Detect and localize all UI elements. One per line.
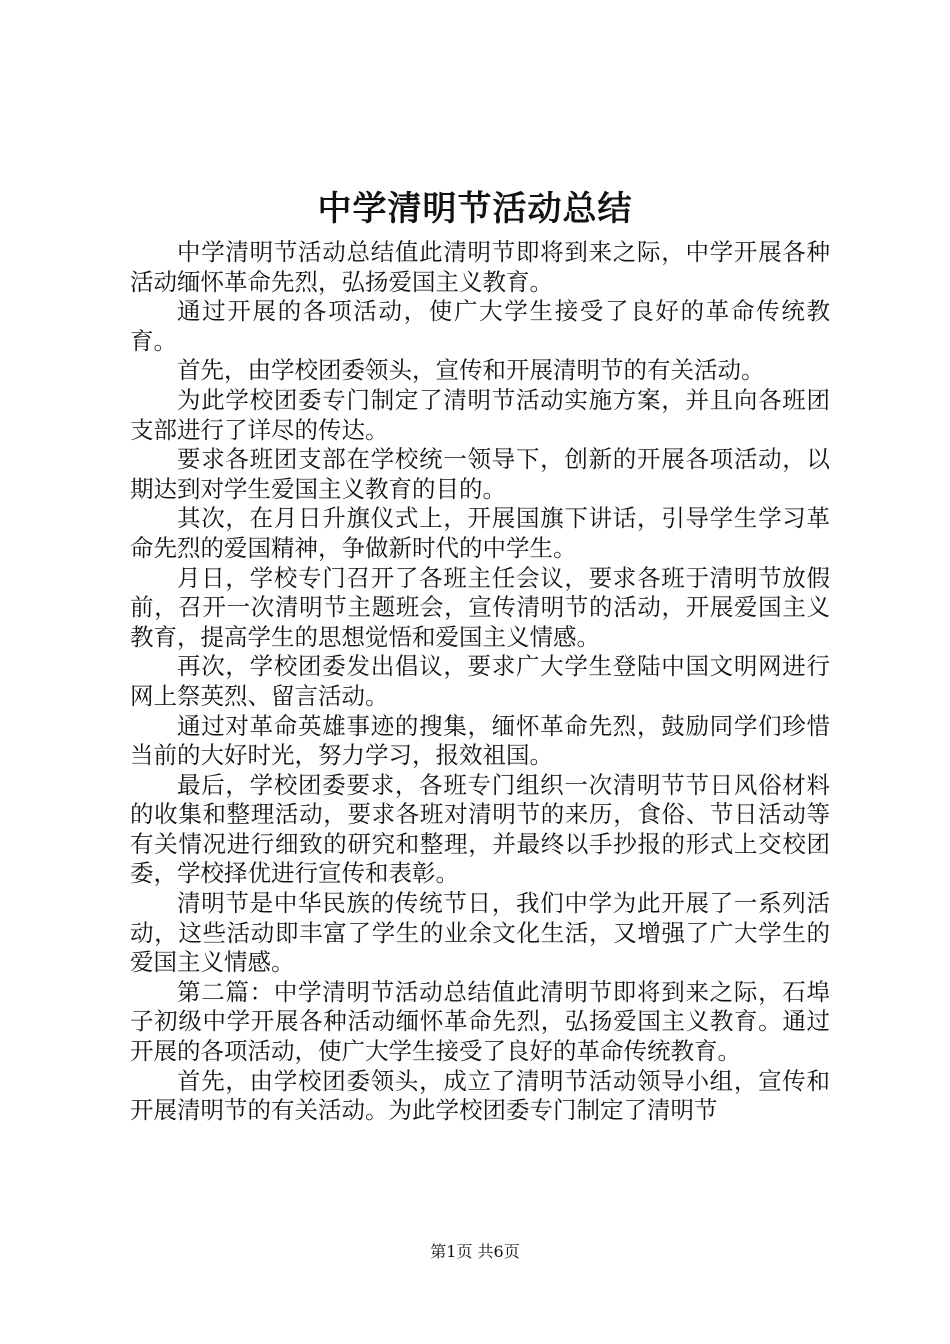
paragraph: 为此学校团委专门制定了清明节活动实施方案，并且向各班团支部进行了详尽的传达。 xyxy=(130,385,830,444)
paragraph: 通过对革命英雄事迹的搜集，缅怀革命先烈，鼓励同学们珍惜当前的大好时光，努力学习，报效祖国。 xyxy=(130,711,830,770)
paragraph: 最后，学校团委要求，各班专门组织一次清明节节日风俗材料的收集和整理活动，要求各班对清明节的来历，食俗、节日活动等有关情况进行细致的研究和整理，并最终以手抄报的形式上交校团委，学校择优进行宣传和表彰。 xyxy=(130,770,830,888)
paragraph: 首先，由学校团委领头，成立了清明节活动领导小组，宣传和开展清明节的有关活动。为此学校团委专门制定了清明节 xyxy=(130,1066,830,1125)
document-body xyxy=(130,238,830,1126)
paragraph: 要求各班团支部在学校统一领导下，创新的开展各项活动，以期达到对学生爱国主义教育的目的。 xyxy=(130,445,830,503)
paragraph: 中学清明节活动总结值此清明节即将到来之际，中学开展各种活动缅怀革命先烈，弘扬爱国主义教育。 xyxy=(130,238,830,296)
paragraph: 清明节是中华民族的传统节日，我们中学为此开展了一系列活动，这些活动即丰富了学生的业余文化生活，又增强了广大学生的爱国主义情感。 xyxy=(130,889,830,977)
paragraph: 首先，由学校团委领头，宣传和开展清明节的有关活动。 xyxy=(177,356,765,385)
paragraph: 月日，学校专门召开了各班主任会议，要求各班于清明节放假前，召开一次清明节主题班会，宣传清明节的活动，开展爱国主义教育，提高学生的思想觉悟和爱国主义情感。 xyxy=(130,563,830,651)
document-title: 中学清明节活动总结 xyxy=(317,189,633,229)
page-number-label: 第1页 共6页 xyxy=(430,1242,520,1261)
page-footer xyxy=(0,1240,950,1264)
paragraph: 其次，在月日升旗仪式上，开展国旗下讲话，引导学生学习革命先烈的爱国精神，争做新时代的中学生。 xyxy=(130,504,830,562)
paragraph: 通过开展的各项活动，使广大学生接受了良好的革命传统教育。 xyxy=(130,297,830,355)
paragraph: 再次，学校团委发出倡议，要求广大学生登陆中国文明网进行网上祭英烈、留言活动。 xyxy=(130,652,830,710)
paragraph: 第二篇：中学清明节活动总结值此清明节即将到来之际，石埠子初级中学开展各种活动缅怀革命先烈，弘扬爱国主义教育。通过开展的各项活动，使广大学生接受了良好的革命传统教育。 xyxy=(130,977,830,1066)
